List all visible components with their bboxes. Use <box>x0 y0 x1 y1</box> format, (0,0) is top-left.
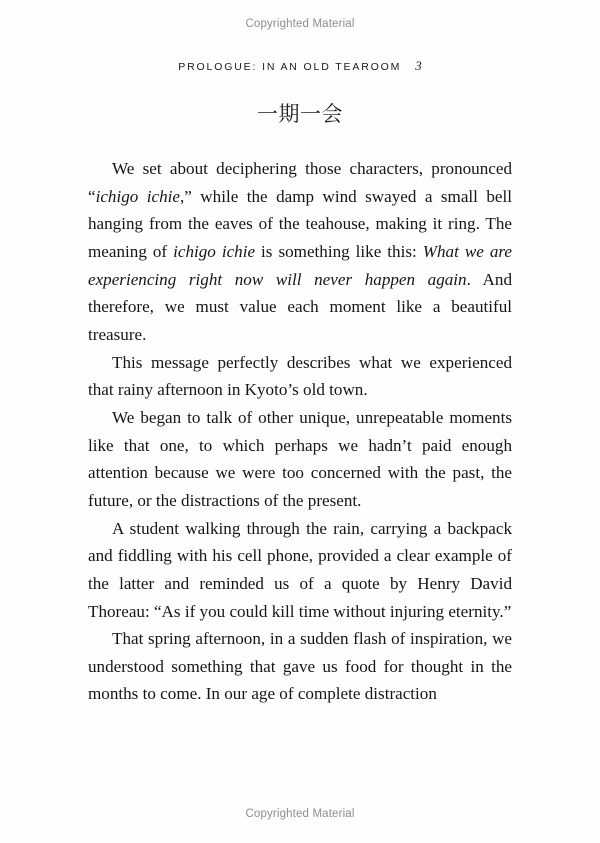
paragraph-3 <box>88 404 512 515</box>
body-text <box>88 155 512 708</box>
paragraph-4-run-0: A student walking through the rain, carrying a backpack and fiddling with his cell phone, provided a clear example of the latter and reminded us of a quote by Henry David Thoreau: “As if you could kill time without injuring eternity.” <box>88 518 512 621</box>
running-head-title: PROLOGUE: IN AN OLD TEAROOM <box>178 61 402 73</box>
page-number: 3 <box>415 58 422 73</box>
paragraph-1-run-6: . And therefore, we must value each moment like a beautiful treasure. <box>88 269 512 344</box>
paragraph-1-run-1: ichigo ichie <box>95 186 180 206</box>
paragraph-4 <box>88 515 512 626</box>
paragraph-2 <box>88 349 512 404</box>
paragraph-1 <box>88 155 512 349</box>
paragraph-1-run-5: What we are experiencing right now will never happen again <box>88 241 512 289</box>
running-head <box>0 57 600 75</box>
paragraph-5 <box>88 625 512 708</box>
paragraph-1-run-3: ichigo ichie <box>173 241 256 261</box>
copyright-watermark-bottom: Copyrighted Material <box>245 808 355 820</box>
kanji-heading: 一期一会 <box>257 102 343 126</box>
paragraph-1-run-2: ,” while the damp wind swayed a small bell hanging from the eaves of the teahouse, making it ring. The meaning of <box>88 186 512 261</box>
paragraph-2-run-0: This message perfectly describes what we experienced that rainy afternoon in Kyoto’s old town. <box>88 352 512 400</box>
paragraph-1-run-0: We set about deciphering those characters, pronounced “ <box>88 159 512 206</box>
paragraph-3-run-0: We began to talk of other unique, unrepeatable moments like that one, to which perhaps we hadn’t paid enough attention because we were too concerned with the past, the future, or the distractions of the present. <box>88 407 512 510</box>
paragraph-5-run-0: That spring afternoon, in a sudden flash of inspiration, we understood something that gave us food for thought in the months to come. In our age of complete distraction <box>88 629 512 704</box>
paragraph-1-run-4: is something like this: <box>255 241 423 261</box>
copyright-watermark-top: Copyrighted Material <box>245 18 355 30</box>
